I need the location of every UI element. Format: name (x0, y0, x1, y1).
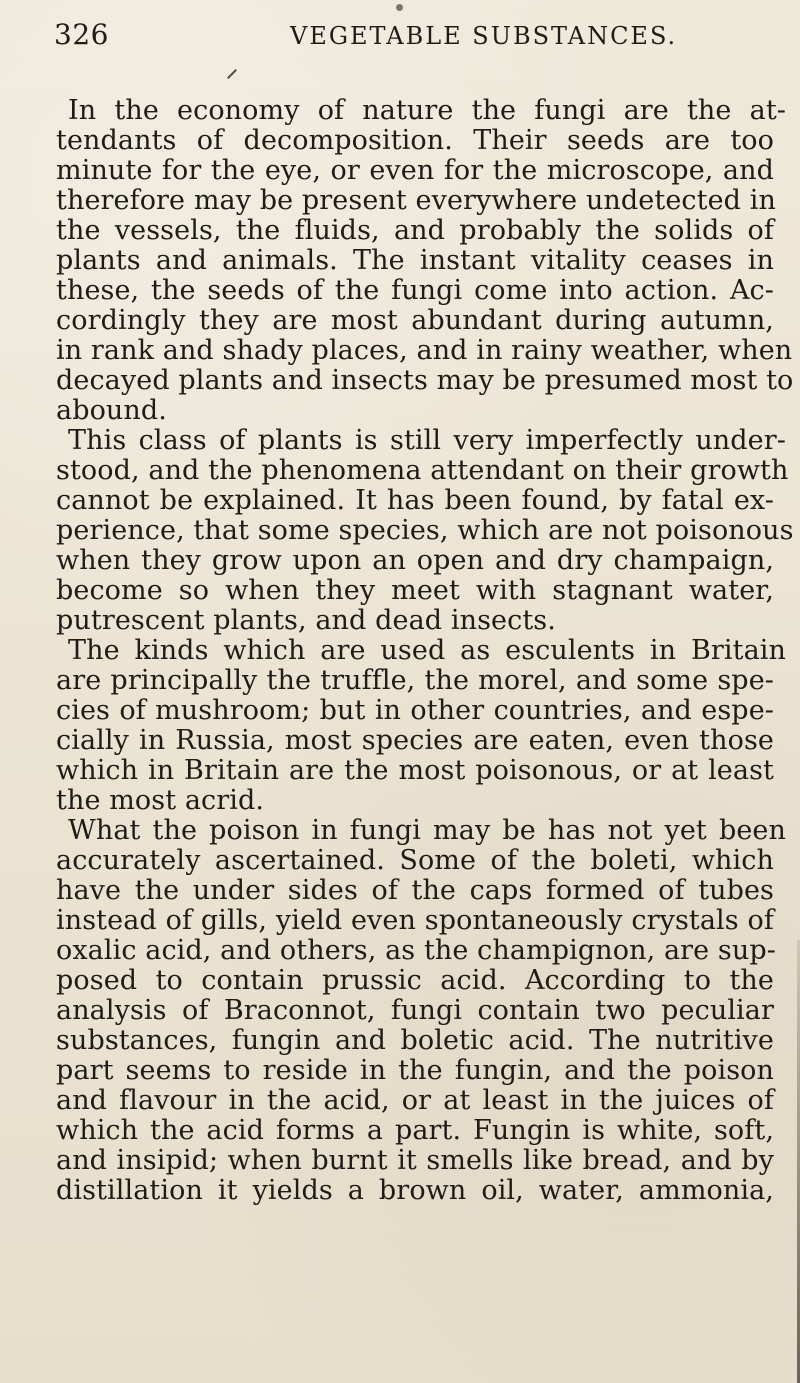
text-line: What the poison in fungi may be has not yet been (68, 815, 786, 846)
text-line: decayed plants and insects may be presumed most to (56, 365, 794, 396)
text-line: abound. (56, 395, 167, 426)
text-line: tendants of decomposition. Their seeds are too (56, 125, 774, 156)
text-line: these, the seeds of the fungi come into action. Ac- (56, 275, 774, 306)
text-line: become so when they meet with stagnant water, (56, 575, 774, 606)
text-line: This class of plants is still very imperfectly under- (68, 425, 786, 456)
text-line: analysis of Braconnot, fungi contain two peculiar (56, 995, 774, 1026)
text-line: therefore may be present everywhere undetected in (56, 185, 776, 216)
text-line: are principally the truffle, the morel, and some spe- (56, 665, 774, 696)
ink-mark (227, 69, 237, 79)
text-line: substances, fungin and boletic acid. The nutritive (56, 1025, 774, 1056)
text-line: have the under sides of the caps formed of tubes (56, 875, 774, 906)
text-line: and insipid; when burnt it smells like bread, and by (56, 1145, 774, 1176)
text-line: distillation it yields a brown oil, water, ammonia, (56, 1175, 774, 1206)
text-line: in rank and shady places, and in rainy weather, when (56, 335, 793, 366)
text-line: putrescent plants, and dead insects. (56, 605, 556, 636)
text-line: and flavour in the acid, or at least in the juices of (56, 1085, 774, 1116)
text-line: posed to contain prussic acid. According to the (56, 965, 774, 996)
text-line: instead of gills, yield even spontaneously crystals of (56, 905, 774, 936)
text-line: cially in Russia, most species are eaten, even those (56, 725, 774, 756)
text-line: which in Britain are the most poisonous, or at least (56, 755, 774, 786)
text-line: cies of mushroom; but in other countries, and espe- (56, 695, 774, 726)
running-head (54, 18, 774, 62)
text-line: stood, and the phenomena attendant on their growth (56, 455, 789, 486)
text-line: perience, that some species, which are not poisonous (56, 515, 794, 546)
text-line: In the economy of nature the fungi are the at- (68, 95, 786, 126)
text-line: The kinds which are used as esculents in Britain (68, 635, 786, 666)
running-title: VEGETABLE SUBSTANCES. (290, 22, 678, 50)
ink-speck (396, 4, 403, 11)
body-text (56, 95, 794, 1206)
page-number: 326 (54, 18, 109, 51)
text-line: minute for the eye, or even for the microscope, and (56, 155, 774, 186)
text-line: cannot be explained. It has been found, by fatal ex- (56, 485, 774, 516)
text-line: plants and animals. The instant vitality ceases in (56, 245, 774, 276)
text-line: oxalic acid, and others, as the champignon, are sup- (56, 935, 776, 966)
text-line: part seems to reside in the fungin, and the poison (56, 1055, 774, 1086)
text-line: when they grow upon an open and dry champaign, (56, 545, 774, 576)
text-line: cordingly they are most abundant during autumn, (56, 305, 774, 336)
text-line: the vessels, the fluids, and probably the solids of (56, 215, 774, 246)
text-line: accurately ascertained. Some of the boleti, which (56, 845, 774, 876)
text-line: the most acrid. (56, 785, 265, 816)
text-line: which the acid forms a part. Fungin is white, soft, (56, 1115, 774, 1146)
